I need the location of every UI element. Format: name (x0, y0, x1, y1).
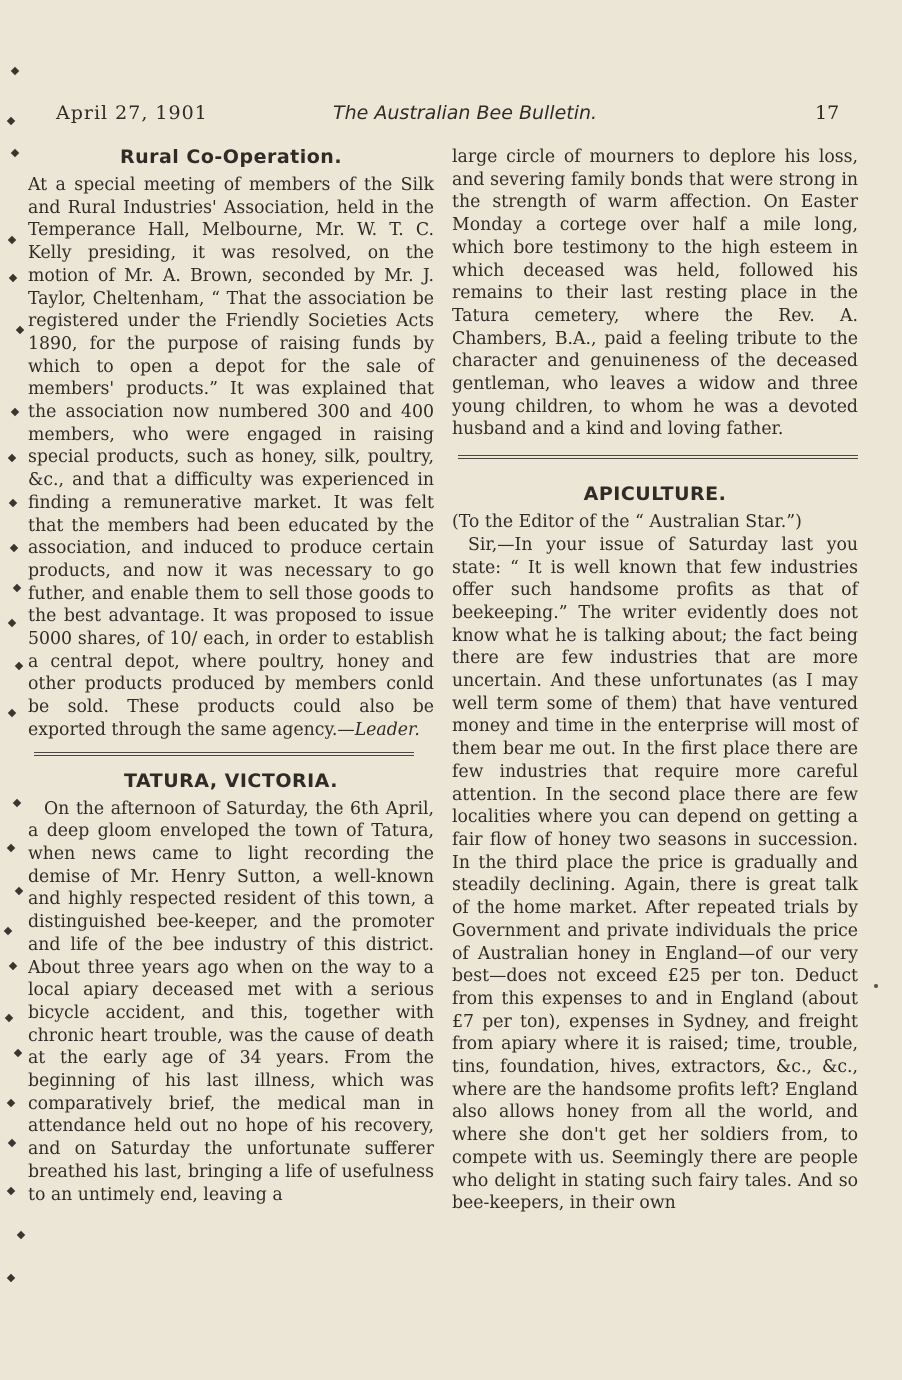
tatura-continuation: large circle of mourners to deplore his loss, and severing family bonds that were strong in the strength of warm affection. On Easter Monday a cortege over half a mile long, which bore testimony to the high esteem in which deceased was held, followed his remains to their last resting place in the Tatura cemetery, where the Rev. A. Chambers, B.A., paid a feeling tribute to the character and genuineness of the deceased gentleman, who leaves a widow and three young children, to whom he was a devoted husband and a kind and loving father. (452, 147, 858, 440)
article-apiculture (452, 483, 858, 1215)
article-tatura-victoria (28, 770, 434, 1207)
left-margin-bindery-marks (0, 0, 24, 1380)
article-heading: Rural Co-Operation. (119, 146, 343, 168)
left-column (28, 146, 434, 1206)
issue-date: April 27, 1901 (56, 102, 208, 124)
article-body: On the afternoon of Saturday, the 6th April, a deep gloom enveloped the town of Tatura, when news came to light recording the demise of Mr. Henry Sutton, a well-known and highly respected resident of this town, a distinguished bee-keeper, and the promoter and life of the bee industry of this district. About three years ago when on the way to a local apiary deceased met with a serious bicycle accident, and this, together with chronic heart trouble, was the cause of death at the early age of 34 years. From the beginning of his last illness, which was comparatively brief, the medical man in attendance held out no hope of his recovery, and on Saturday the unfortunate sufferer breathed his last, bringing a life of usefulness to an untimely end, leaving a (28, 798, 434, 1205)
article-body: At a special meeting of members of the Silk and Rural Industries' Association, held in the Temperance Hall, Melbourne, Mr. W. T. C. Kelly presiding, it was resolved, on the motion of Mr. A. Brown, seconded by Mr. J. Taylor, Cheltenham, “ That the association be registered under the Friendly Societies Acts 1890, for the purpose of raising funds by which to open a depot for the sale of members' products.” It was explained that the association now numbered 300 and 400 members, who were engaged in raising special products, such as honey, silk, poultry, &c., and that a difficulty was experienced in finding a remunerative market. It was felt that the members had been educated by the association, and induced to produce certain products, and now it was necessary to go futher, and enable them to sell those goods to the best advantage. It was proposed to issue 5000 shares, of 10/ each, in order to establish a central depot, where poultry, honey and other products produced by members conld be sold. These products could also be exported through the same agency.—Leader. (28, 175, 434, 740)
article-heading: TATURA, VICTORIA. (124, 769, 338, 792)
article-body: Sir,—In your issue of Saturday last you state: “ It is well known that few industries offer such handsome profits as that of beekeeping.” The writer evidently does not know what he is talking about; the fact being there are few industries that are more uncertain. And these unfortunates (as I may well term some of them) that have ventured money and time in the enterprise will most of them bear me out. In the first place there are few industries that require more careful attention. In the second place there are few localities where you can depend on getting a fair flow of honey two seasons in succession. In the third place the price is gradually and steadily declining. Again, there is great talk of the home market. After repeated trials by Government and private individuals the price of Australian honey in England—of our very best—does not exceed £25 per ton. Deduct from this expenses to and in England (about £7 per ton), expenses in Sydney, and freight from apiary where it is raised; time, trouble, tins, foundation, hives, extractors, &c., &c., where are the handsome profits left? England also allows honey from all the world, and where she don't get her soldiers from, to compete with us. Seemingly there are people who delight in stating such fairy tales. And so bee-keepers, in their own (452, 534, 858, 1214)
source-credit: Leader. (354, 719, 420, 740)
article-heading: APICULTURE. (583, 483, 727, 506)
running-header (0, 102, 902, 132)
right-margin-mark (874, 984, 878, 988)
journal-title: The Australian Bee Bulletin. (333, 102, 598, 124)
article-rural-co-operation (28, 146, 434, 742)
right-column (452, 146, 858, 1215)
section-divider (28, 742, 434, 764)
letter-intro: (To the Editor of the “ Australian Star.”) (452, 512, 802, 533)
section-divider (452, 441, 858, 473)
page-number: 17 (815, 102, 840, 124)
